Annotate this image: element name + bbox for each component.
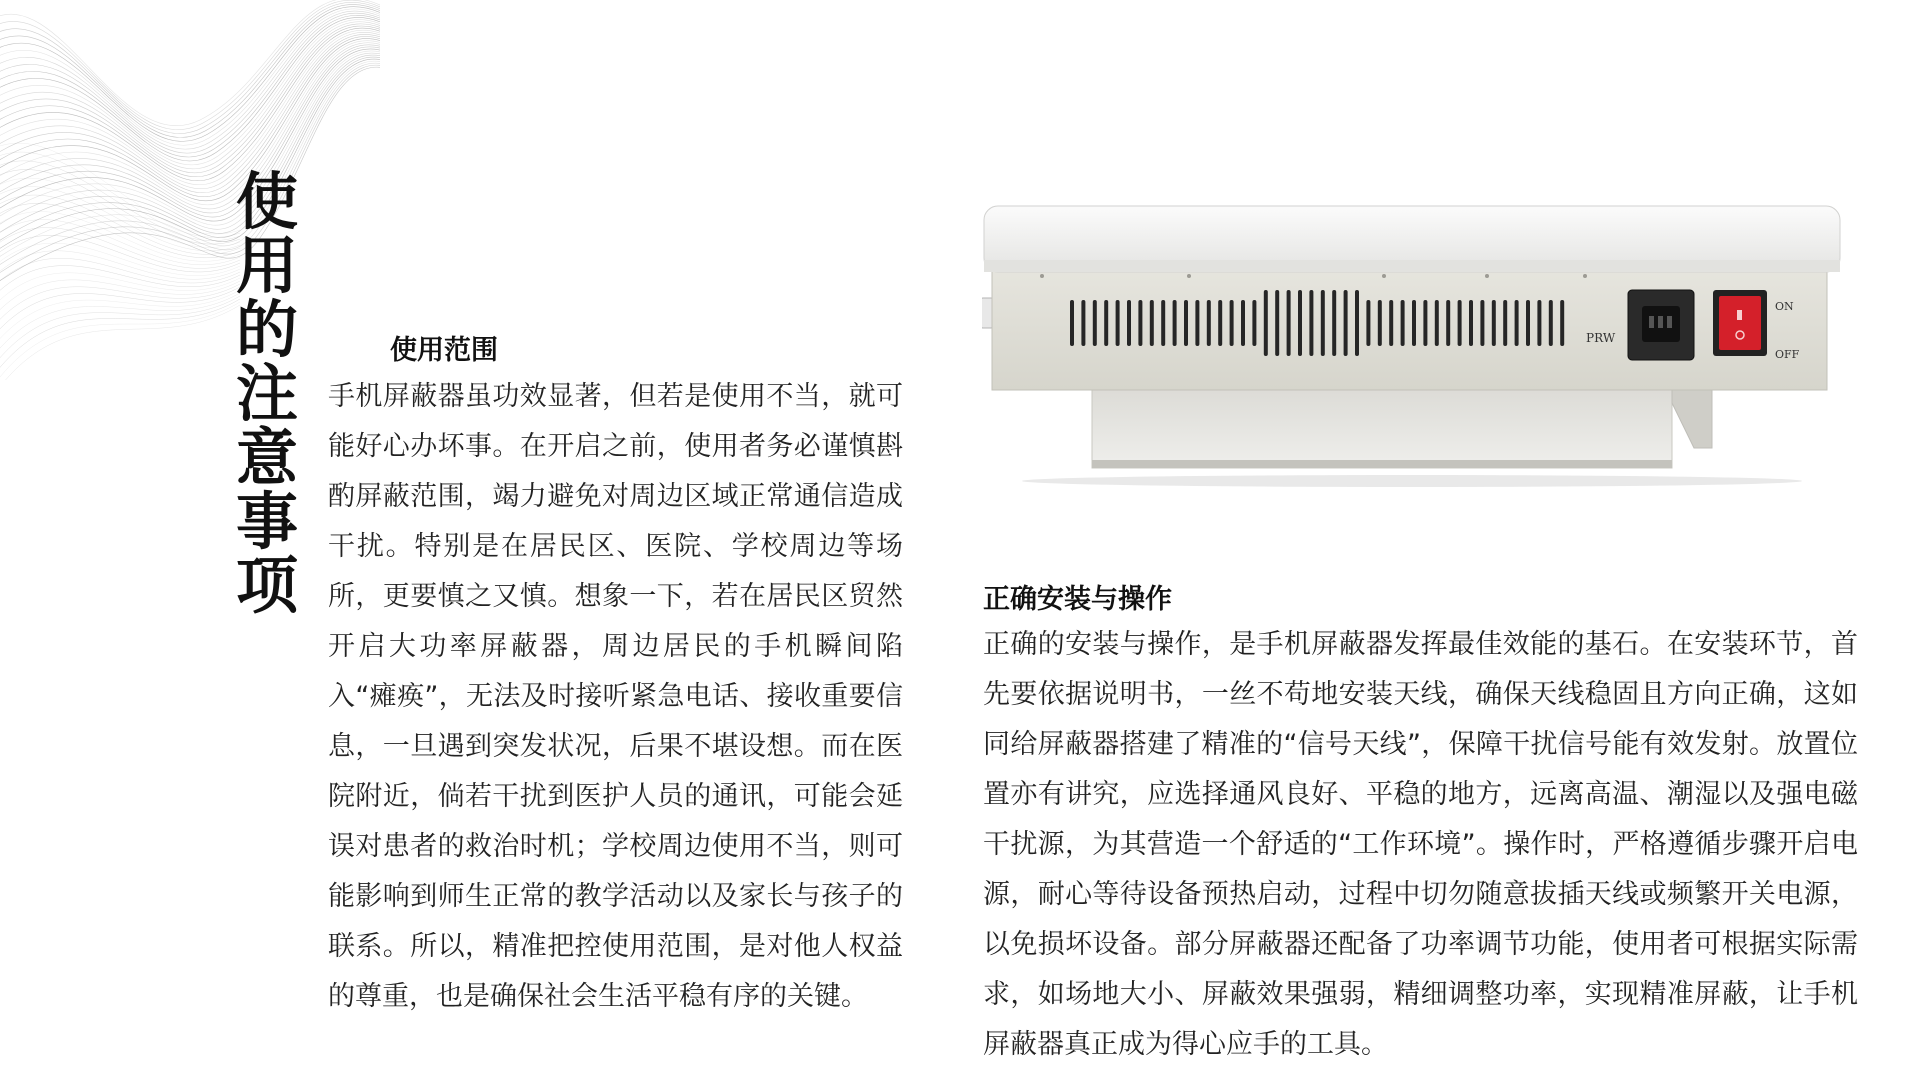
title-char: 注 [235, 357, 298, 430]
title-char: 使 [235, 165, 298, 238]
power-switch [1719, 296, 1761, 350]
install-paragraph: 正确的安装与操作，是手机屏蔽器发挥最佳效能的基石。在安装环节，首先要依据说明书，一丝不苟地安装天线，确保天线稳固且方向正确，这如同给屏蔽器搭建了精准的“信号天线”，保障干扰信号能有效发射。放置位置亦有讲究，应选择通风良好、平稳的地方，远离高温、潮湿以及强电磁干扰源，为其营造一个舒适的“工作环境”。操作时，严格遵循步骤开启电源，耐心等待设备预热启动，过程中切勿随意拔插天线或频繁开关电源，以免损坏设备。部分屏蔽器还配备了功率调节功能，使用者可根据实际需求，如场地大小、屏蔽效果强弱，精细调整功率，实现精准屏蔽，让手机屏蔽器真正成为得心应手的工具。 [983, 629, 1858, 1060]
title-char: 的 [235, 293, 298, 366]
title-char: 用 [235, 229, 298, 302]
title-char: 事 [235, 485, 298, 558]
on-label: ON [1775, 300, 1794, 313]
scope-heading: 使用范围 [390, 335, 498, 366]
scope-paragraph: 手机屏蔽器虽功效显著，但若是使用不当，就可能好心办坏事。在开启之前，使用者务必谨慎斟酌屏蔽范围，竭力避免对周边区域正常通信造成干扰。特别是在居民区、医院、学校周边等场所，更要慎之又慎。想象一下，若在居民区贸然开启大功率屏蔽器，周边居民的手机瞬间陷入“瘫痪”，无法及时接听紧急电话、接收重要信息，一旦遇到突发状况，后果不堪设想。而在医院附近，倘若干扰到医护人员的通讯，可能会延误对患者的救治时机；学校周边使用不当，则可能影响到师生正常的教学活动以及家长与孩子的联系。所以，精准把控使用范围，是对他人权益的尊重，也是确保社会生活平稳有序的关键。 [328, 381, 903, 1012]
install-heading: 正确安装与操作 [983, 584, 1172, 615]
off-label: OFF [1775, 348, 1800, 361]
wave-line-decoration [0, 0, 380, 380]
page-title [232, 165, 302, 622]
power-label: PRW [1586, 331, 1616, 345]
title-char: 项 [235, 549, 298, 622]
signal-jammer-device-image [982, 198, 1842, 488]
title-char: 意 [235, 421, 298, 494]
